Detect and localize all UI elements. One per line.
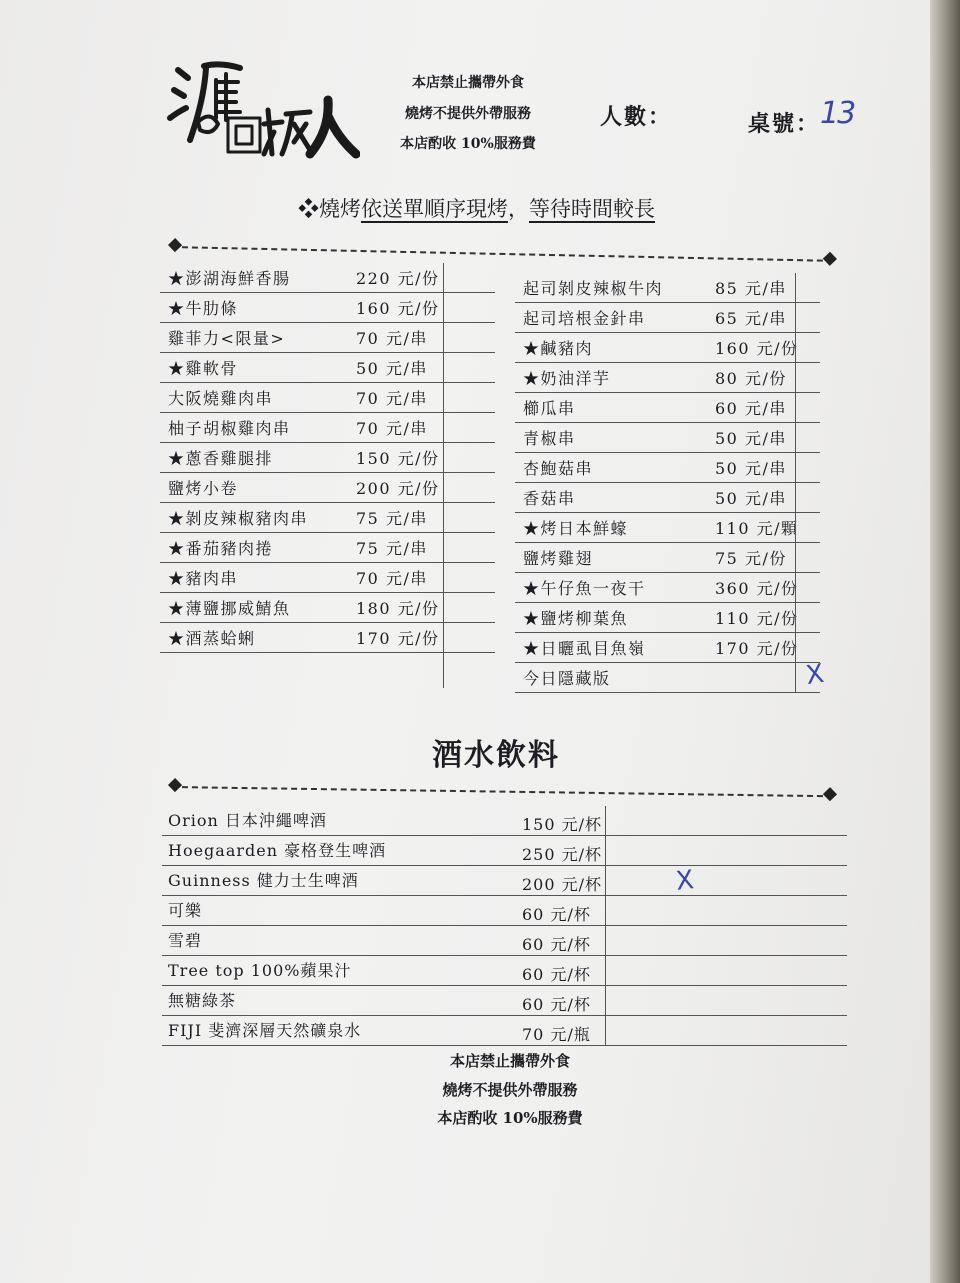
item-price: 360 元/份 [715,579,799,598]
bbq-right-column-rule [795,273,796,693]
item-name: 起司剝皮辣椒牛肉 [523,279,664,298]
item-name: 香菇串 [523,489,576,508]
item-price: 70 元/串 [356,389,428,408]
menu-row [515,633,820,663]
menu-row [160,353,495,383]
menu-row [162,896,847,926]
item-name: ★蔥香雞腿排 [168,449,274,468]
restaurant-logo [160,60,360,160]
menu-row [515,363,820,393]
menu-row [162,1016,847,1046]
bbq-left-column-rule [443,263,444,688]
item-price: 60 元/杯 [522,905,591,924]
item-name: 起司培根金針串 [523,309,646,328]
bbq-wait-notice [298,193,655,223]
item-price: 170 元/份 [715,639,799,658]
menu-row [515,303,820,333]
menu-row [162,806,847,836]
item-name: FIJI 斐濟深層天然礦泉水 [168,1021,362,1040]
hidden-item-handwritten-mark: X [803,658,826,692]
notice-no-outside-food: 本店禁止攜帶外食 [412,75,524,91]
item-name: 櫛瓜串 [523,399,576,418]
item-price: 70 元/串 [356,329,428,348]
item-price: 70 元/串 [356,569,428,588]
item-price: 110 元/份 [715,609,799,628]
item-price: 50 元/串 [715,489,787,508]
item-name: Tree top 100%蘋果汁 [168,961,352,980]
item-name: 鹽烤雞翅 [523,549,594,568]
item-price: 50 元/串 [356,359,428,378]
item-price: 110 元/顆 [715,519,799,538]
item-name: Orion 日本沖繩啤酒 [168,811,327,830]
notice-no-takeout-bbq: 燒烤不提供外帶服務 [405,106,531,122]
menu-row [162,986,847,1016]
item-price: 150 元/份 [356,449,440,468]
item-name: 青椒串 [523,429,576,448]
item-name: 鹽烤小卷 [168,479,239,498]
drinks-column-rule [605,806,606,1046]
drinks-list [162,806,847,1046]
bbq-list-right [515,273,820,693]
item-name: 大阪燒雞肉串 [168,389,274,408]
subhead-wait-note: 等待時間較長 [529,197,655,221]
item-price: 60 元/杯 [522,965,591,984]
item-name: ★烤日本鮮蠔 [523,519,629,538]
menu-row [160,323,495,353]
item-price: 220 元/份 [356,269,440,288]
menu-row [515,273,820,303]
subhead-comma: ， [508,197,529,221]
menu-row [515,543,820,573]
menu-row [160,263,495,293]
menu-row [160,503,495,533]
item-name: 今日隱藏版 [523,669,611,688]
menu-row [160,383,495,413]
item-name: ★番茄豬肉捲 [168,539,274,558]
item-price: 70 元/串 [356,419,428,438]
menu-row [515,573,820,603]
menu-row [160,593,495,623]
menu-row [162,956,847,986]
item-name: 柚子胡椒雞肉串 [168,419,291,438]
menu-row [515,333,820,363]
menu-row [160,533,495,563]
item-price: 150 元/杯 [522,815,603,834]
item-name: ★鹽烤柳葉魚 [523,609,629,628]
item-price: 160 元/份 [715,339,799,358]
item-name: ★午仔魚一夜干 [523,579,646,598]
item-price: 200 元/份 [356,479,440,498]
item-name: Guinness 健力士生啤酒 [168,871,359,890]
item-name: 雞菲力<限量> [168,329,286,348]
item-name: ★牛肋條 [168,299,239,318]
item-price: 80 元/份 [715,369,787,388]
notice-service-charge: 本店酌收 10%服務費 [400,136,536,152]
item-price: 75 元/串 [356,509,428,528]
item-price: 65 元/串 [715,309,787,328]
table-number-label: 桌號： [748,112,821,137]
subhead-prefix: ❖燒烤 [298,197,361,221]
item-name: 杏鮑菇串 [523,459,594,478]
item-name: ★雞軟骨 [168,359,239,378]
item-name: 雪碧 [168,931,203,950]
drinks-section-title: 酒水飲料 [432,738,560,773]
menu-row [515,513,820,543]
guinness-handwritten-mark: X [674,865,696,897]
bbq-list-left [160,263,495,653]
item-name: ★豬肉串 [168,569,239,588]
item-price: 50 元/串 [715,459,787,478]
item-name: 無糖綠茶 [168,991,237,1010]
menu-row [515,483,820,513]
menu-row [515,453,820,483]
item-price: 75 元/串 [356,539,428,558]
menu-row [160,443,495,473]
subhead-order-note: 依送單順序現烤 [361,197,508,221]
menu-row [162,866,847,896]
item-name: Hoegaarden 豪格登生啤酒 [168,841,387,860]
item-name: ★薄鹽挪威鯖魚 [168,599,291,618]
item-name: ★日曬虱目魚嶺 [523,639,646,658]
item-price: 50 元/串 [715,429,787,448]
item-price: 75 元/份 [715,549,787,568]
item-price: 60 元/杯 [522,935,591,954]
menu-row [160,293,495,323]
menu-row [160,563,495,593]
item-price: 250 元/杯 [522,845,603,864]
footer-service-charge: 本店酌收 10%服務費 [437,1109,583,1127]
menu-row [160,413,495,443]
menu-row [515,603,820,633]
footer-no-takeout-bbq: 燒烤不提供外帶服務 [442,1081,578,1099]
menu-row [515,423,820,453]
people-count-label: 人數： [600,105,673,130]
item-price: 70 元/瓶 [522,1025,591,1044]
item-price: 180 元/份 [356,599,440,618]
footer-no-outside-food: 本店禁止攜帶外食 [449,1052,570,1070]
item-price: 60 元/杯 [522,995,591,1014]
item-name: ★奶油洋芋 [523,369,611,388]
item-price: 160 元/份 [356,299,440,318]
item-price: 85 元/串 [715,279,787,298]
item-name: ★剝皮辣椒豬肉串 [168,509,309,528]
menu-row [515,663,820,693]
menu-row [162,926,847,956]
item-price: 200 元/杯 [522,875,603,894]
table-number-handwritten: 13 [820,96,855,131]
table-edge [930,0,960,1283]
item-price: 170 元/份 [356,629,440,648]
menu-row [160,623,495,653]
item-name: ★酒蒸蛤蜊 [168,629,256,648]
item-price: 60 元/串 [715,399,787,418]
menu-row [160,473,495,503]
item-name: 可樂 [168,901,203,920]
item-name: ★鹹豬肉 [523,339,594,358]
menu-row [515,393,820,423]
item-name: ★澎湖海鮮香腸 [168,269,291,288]
menu-row [162,836,847,866]
